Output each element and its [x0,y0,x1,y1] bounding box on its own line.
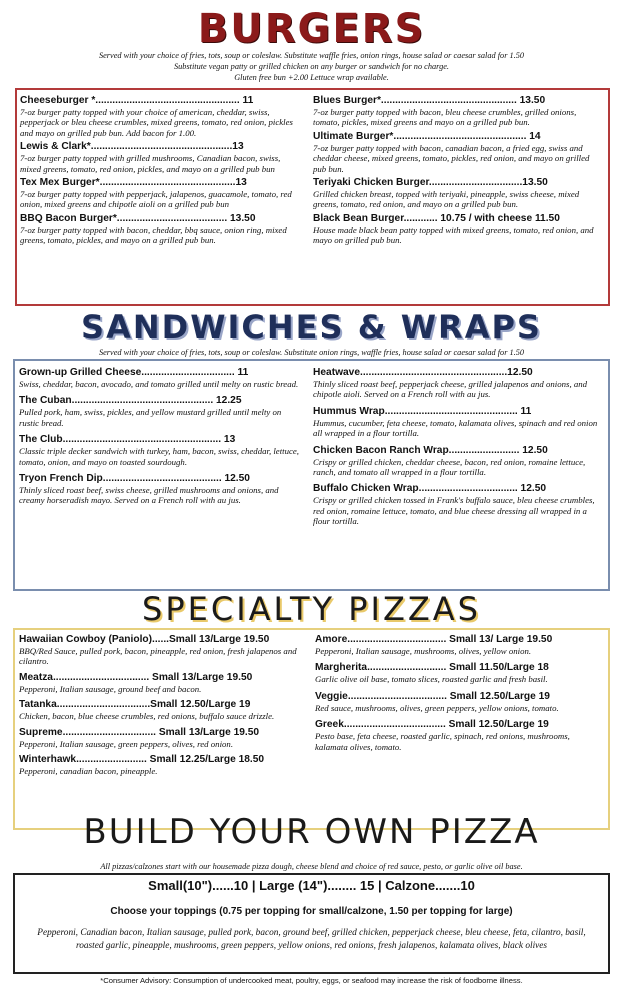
item-name: Blues Burger*................................................ 13.50 [313,95,546,106]
item-description: Crispy or grilled chicken tossed in Frank's buffalo sauce, bleu cheese crumbles, red onion, romaine lettuce, tomato, and blue cheese dressing all wrapped in a flour tortilla. [313,495,595,527]
item-description: Hummus, cucumber, feta cheese, tomato, kalamata olives, spinach and red onion all wrapped in a flour tortilla. [313,417,598,439]
item-name: Hummus Wrap............................................... 11 [313,405,532,417]
pizzas-left-column [19,633,307,778]
burgers-box [15,88,610,306]
item-name: Tryon French Dip.......................................... 12.50 [19,473,250,485]
item-name: Lewis & Clark*..................................................13 [20,141,244,153]
item-description: Pepperoni, canadian bacon, pineapple. [19,766,158,777]
item-description: Crispy or grilled chicken, cheddar cheese, bacon, red onion, romaine lettuce, ranch, and tomato all wrapped in a flour tortilla. [313,456,586,478]
menu-item [19,633,307,667]
item-name: Margherita............................ Small 11.50/Large 18 [315,662,549,674]
pizzas-heading: SPECIALTY PIZZAS [142,590,481,628]
menu-item [20,176,300,210]
menu-item [313,482,603,526]
menu-item [19,394,301,428]
menu-item [313,444,603,478]
item-description: Pulled pork, ham, swiss, pickles, and yellow mustard grilled until melty on rustic bread. [19,407,282,428]
item-description: 7-oz burger patty topped with bacon, cheddar, bbq sauce, onion ring, mixed greens, tomato, pickles, and mayo on a grilled pub bun. [20,224,287,246]
menu-item [20,94,300,138]
item-name: Grown-up Grilled Cheese................................. 11 [19,367,249,378]
menu-item [313,366,603,400]
item-description: Pepperoni, Italian sausage, mushrooms, olives, yellow onion. [315,646,532,656]
byo-toppings-list: Pepperoni, Canadian bacon, Italian sausage, pulled pork, bacon, ground beef, grilled chicken, pepperjack cheese, bleu cheese, feta, cilantro, basil, roasted garlic, pineapple, mushrooms, green peppers, yellow onions, red onions, fresh jalapenos, kalamata olives, black olives [37,928,586,951]
sandwiches-subtitle: Served with your choice of fries, tots, soup or coleslaw. Substitute onion rings, waffle fries, house salad or caesar salad for 1.50 [98,348,525,357]
item-description: Swiss, cheddar, bacon, avocado, and tomato grilled until melty on rustic bread. [19,379,299,389]
byo-toppings-header: Choose your toppings (0.75 per topping for small/calzone, 1.50 per topping for large) [110,906,513,917]
item-description: 7-oz burger patty topped with your choice of american, cheddar, swiss, pepperjack or bleu cheese crumbles, mixed greens, tomato, red onion, pickles and mayo on grilled pub bun. Add bacon for 1.00. [20,107,293,138]
item-name: Black Bean Burger............ 10.75 / with cheese 11.50 [313,212,560,224]
menu-item [19,753,307,776]
item-name: Ultimate Burger*............................................... 14 [313,130,541,142]
pizzas-box [13,628,610,830]
sandwiches-left-column [19,366,301,508]
item-description: Thinly sliced roast beef, swiss cheese, grilled mushrooms and onions, and creamy horseradish mayo. Served on a French roll with au jus. [19,485,279,506]
item-name: Tatanka.................................Small 12.50/Large 19 [19,699,251,711]
item-name: Amore................................... Small 13/ Large 19.50 [315,634,553,645]
item-description: BBQ/Red Sauce, pulled pork, bacon, pineapple, red onion, fresh jalapenos and cilantro. [19,646,297,667]
item-name: Greek.................................... Small 12.50/Large 19 [315,719,549,731]
menu-item [315,633,603,656]
menu-item [315,690,603,713]
menu-item [20,140,300,174]
item-description: Garlic olive oil base, tomato slices, roasted garlic and fresh basil. [315,674,548,685]
menu-item [313,94,603,128]
byo-sizes: Small(10")......10 | Large (14")........ 15 | Calzone.......10 [148,878,475,893]
item-description: 7-oz burger patty topped with bacon, canadian bacon, a fried egg, swiss and cheddar cheese, mixed greens, tomato, pickles, red onion, and mayo on grilled pub bun. [313,142,590,174]
menu-item [19,366,301,389]
menu-item [313,405,603,439]
item-name: Chicken Bacon Ranch Wrap......................... 12.50 [313,444,548,456]
item-description: Pesto base, feta cheese, roasted garlic, spinach, red onions, mushrooms, kalamata olives, tomato. [315,731,570,752]
burgers-left-column [20,94,300,248]
byo-heading: BUILD YOUR OWN PIZZA [83,812,540,852]
burgers-subtitle-3: Gluten free bun +2.00 Lettuce wrap available. [234,73,389,82]
item-description: Thinly sliced roast beef, pepperjack cheese, grilled jalapenos and onions, and chipotle aioli. Served on a French roll with au jus. [313,379,588,400]
menu-item [20,212,300,246]
item-description: Pepperoni, Italian sausage, ground beef and bacon. [19,683,202,694]
pizzas-right-column [315,633,603,754]
item-description: Classic triple decker sandwich with turkey, ham, bacon, swiss, cheddar, lettuce, tomato, onion, and mayo on toasted sourdough. [19,446,299,467]
item-description: Chicken, bacon, blue cheese crumbles, red onions, buffalo sauce drizzle. [19,711,275,722]
item-name: Cheeseburger *................................................... 11 [20,95,254,106]
menu-item [19,472,301,506]
menu-item [315,718,603,752]
menu-item [19,671,307,694]
item-description: Grilled chicken breast, topped with teriyaki, pineapple, swiss cheese, mixed greens, tomato, red onion, and mayo on a grilled pub bun. [313,189,580,210]
sandwiches-heading: SANDWICHES & WRAPS [81,308,542,346]
burgers-right-column [313,94,603,248]
menu-item [19,433,301,467]
byo-subtitle: All pizzas/calzones start with our housemade pizza dough, cheese blend and choice of red sauce, pesto, or garlic olive oil base. [100,862,523,871]
burgers-subtitle-2: Substitute vegan patty or grilled chicken on any burger or sandwich for no charge. [174,62,449,71]
item-name: Teriyaki Chicken Burger.................................13.50 [313,177,548,189]
consumer-advisory: *Consumer Advisory: Consumption of undercooked meat, poultry, eggs, or seafood may increase the risk of foodborne illness. [100,976,523,985]
burgers-heading: BURGERS [197,6,426,52]
menu-item [313,212,603,246]
item-description: 7-oz burger patty topped with pepperjack, jalapenos, guacamole, tomato, red onion, mixed greens and chipotle aioli on a grilled pub bun [20,189,292,210]
item-name: Buffalo Chicken Wrap................................... 12.50 [313,483,547,495]
item-description: Red sauce, mushrooms, olives, green peppers, yellow onions, tomato. [315,702,559,713]
item-name: Meatza.................................. Small 13/Large 19.50 [19,671,253,683]
item-description: 7-oz burger patty topped with grilled mushrooms, Canadian bacon, swiss, mixed greens, tomato, red onion, pickles, and mayo on a grilled pub bun [20,153,281,174]
burgers-subtitle-1: Served with your choice of fries, tots, soup or coleslaw. Substitute waffle fries, onion rings, house salad or caesar salad for 1.50 [98,51,525,60]
item-description: Pepperoni, Italian sausage, green peppers, olives, red onion. [19,738,234,749]
item-name: Winterhawk......................... Small 12.25/Large 18.50 [19,754,265,766]
item-name: Supreme................................. Small 13/Large 19.50 [19,726,260,738]
item-name: Hawaiian Cowboy (Paniolo)......Small 13/Large 19.50 [19,634,270,645]
item-name: The Cuban.................................................. 12.25 [19,395,242,407]
item-name: The Club........................................................ 13 [19,434,236,446]
menu-item [19,726,307,749]
item-name: BBQ Bacon Burger*....................................... 13.50 [20,212,256,224]
menu-item [313,176,603,210]
item-name: Tex Mex Burger*................................................13 [20,177,247,189]
item-name: Heatwave....................................................12.50 [313,367,533,378]
sandwiches-right-column [313,366,603,529]
menu-item [315,661,603,684]
menu-item [313,130,603,174]
menu-item [19,698,307,721]
item-description: House made black bean patty topped with mixed greens, tomato, red onion, and mayo on grilled pub bun. [313,224,594,246]
sandwiches-box [13,359,610,591]
item-description: 7-oz burger patty topped with bacon, bleu cheese crumbles, grilled onions, tomato, pickles, mixed greens and mayo on a grilled pub bun. [313,107,577,128]
item-name: Veggie................................... Small 12.50/Large 19 [315,690,550,702]
